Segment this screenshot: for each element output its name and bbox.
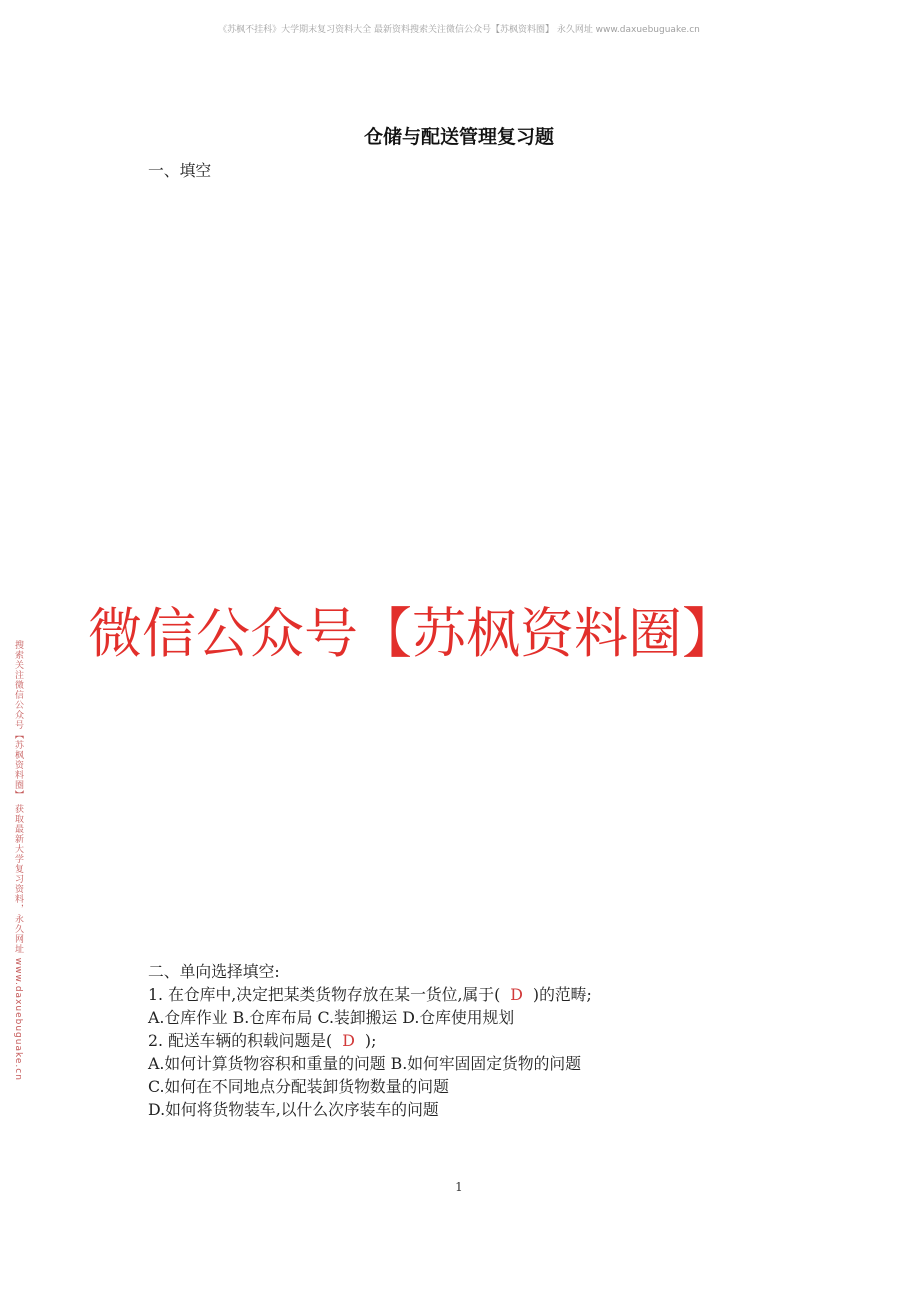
page-number: 1 bbox=[455, 1180, 463, 1194]
text-line bbox=[148, 732, 778, 755]
text-line bbox=[148, 938, 778, 961]
choice-question-1 bbox=[148, 984, 778, 1030]
text-line bbox=[148, 480, 778, 503]
header-banner: 《苏枫不挂科》大学期末复习资料大全 最新资料搜索关注微信公众号【苏枫资料圈】 永久网址 www.daxuebuguake.cn bbox=[218, 25, 700, 35]
question-options: A.如何计算货物容积和重量的问题 B.如何牢固固定货物的问题 bbox=[148, 1053, 582, 1073]
text-line bbox=[148, 572, 778, 595]
question-stem: 2. 配送车辆的积载问题是( D ); bbox=[148, 1030, 377, 1050]
text-line bbox=[148, 206, 778, 229]
text-line bbox=[148, 664, 778, 687]
question-options: C.如何在不同地点分配装卸货物数量的问题 bbox=[148, 1076, 449, 1096]
section-heading-fill: 一、填空 bbox=[148, 161, 212, 180]
answer-text: D bbox=[342, 1030, 355, 1050]
question-options: D.如何将货物装车,以什么次序装车的问题 bbox=[148, 1099, 439, 1119]
text-line bbox=[148, 686, 778, 709]
text-line bbox=[148, 915, 778, 938]
text-line bbox=[148, 229, 778, 252]
text-line bbox=[148, 435, 778, 458]
text-line bbox=[148, 755, 778, 778]
text-line bbox=[148, 526, 778, 549]
wechat-watermark: 微信公众号【苏枫资料圈】 bbox=[88, 602, 736, 665]
answer-text: D bbox=[510, 985, 523, 1005]
question-4 bbox=[148, 778, 778, 961]
text-line bbox=[148, 549, 778, 572]
question-options: A.仓库作业 B.仓库布局 C.装卸搬运 D.仓库使用规划 bbox=[148, 1007, 515, 1027]
text-line bbox=[148, 366, 778, 389]
text-line bbox=[148, 183, 778, 206]
document-title: 仓储与配送管理复习题 bbox=[363, 126, 554, 148]
question-2 bbox=[148, 389, 778, 572]
text-line bbox=[148, 709, 778, 732]
text-line bbox=[148, 343, 778, 366]
question-stem: 1. 在仓库中,决定把某类货物存放在某一货位,属于( D )的范畴; bbox=[148, 985, 592, 1005]
text-line bbox=[148, 503, 778, 526]
side-watermark: 搜索关注微信公众号【苏枫资料圈】 获取最新大学复习资料，永久网址 www.daxuebuguake.cn bbox=[13, 640, 23, 1081]
text-line bbox=[148, 274, 778, 297]
text-line bbox=[148, 847, 778, 870]
text-line bbox=[148, 778, 778, 801]
text-line bbox=[148, 801, 778, 824]
text-line bbox=[148, 412, 778, 435]
choice-question-2 bbox=[148, 1030, 778, 1122]
text-line bbox=[148, 252, 778, 275]
text-line bbox=[148, 824, 778, 847]
text-line bbox=[148, 893, 778, 916]
question-1 bbox=[148, 183, 778, 389]
section-heading-choice: 二、单向选择填空: bbox=[148, 962, 280, 982]
text-line bbox=[148, 458, 778, 481]
text-line bbox=[148, 870, 778, 893]
text-line bbox=[148, 389, 778, 412]
text-line bbox=[148, 297, 778, 320]
text-line bbox=[148, 320, 778, 343]
